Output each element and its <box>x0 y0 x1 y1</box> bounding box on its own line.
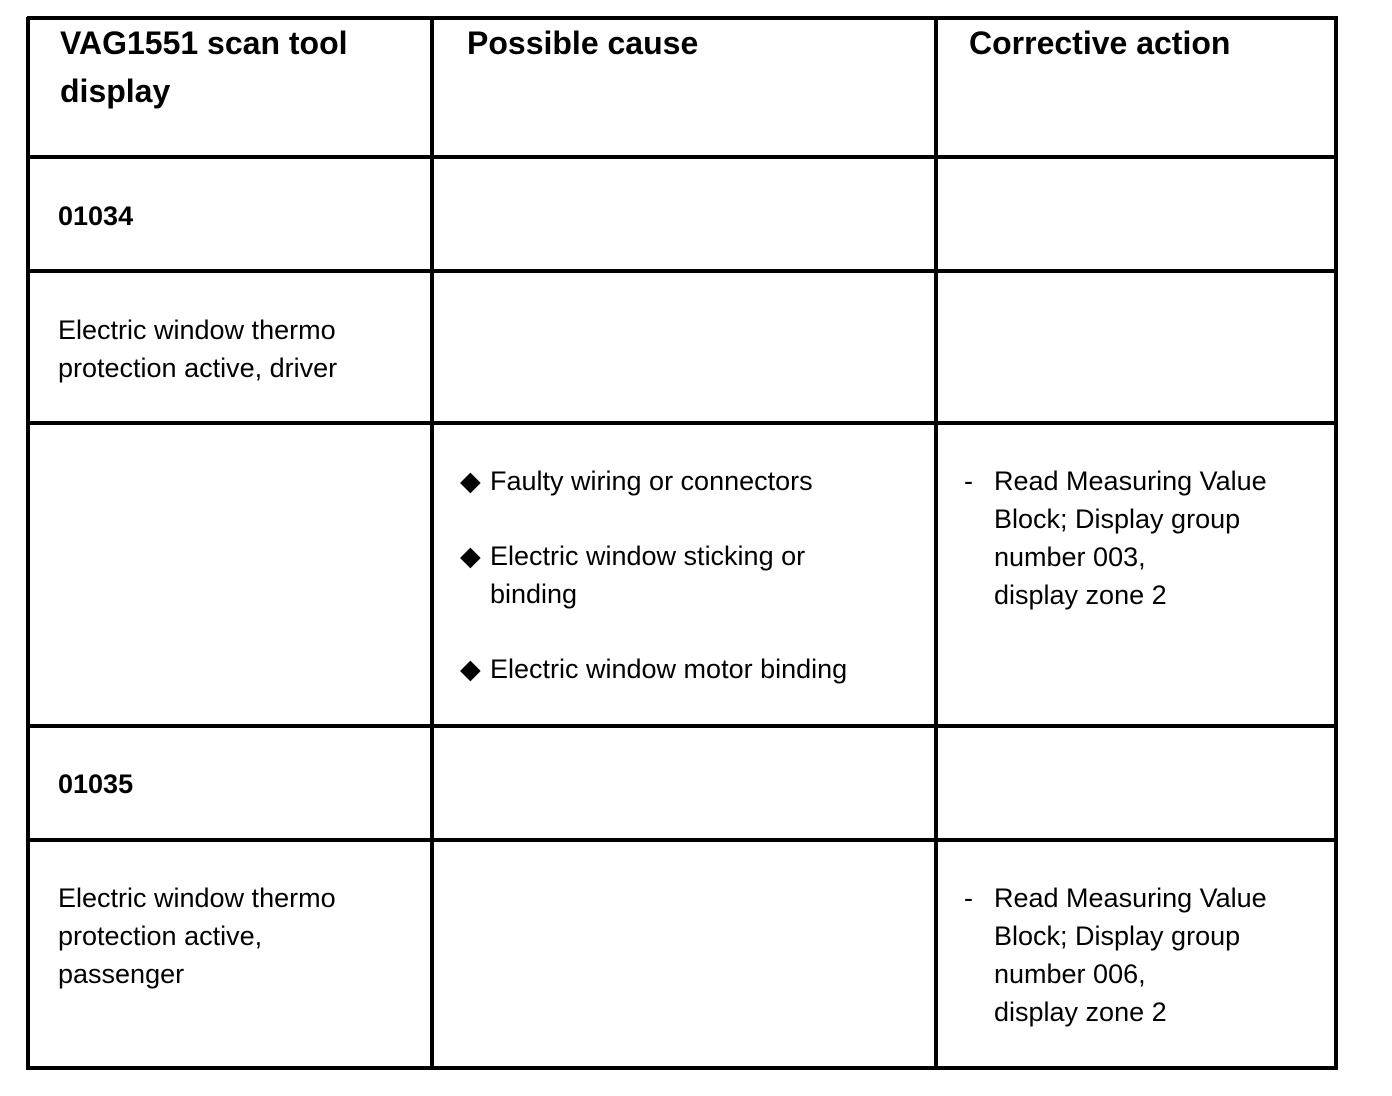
text-line: Faulty wiring or connectors <box>490 466 813 496</box>
header-corrective-action: Corrective action <box>969 25 1231 61</box>
table-border-right <box>1334 17 1338 1070</box>
text-line: display zone 2 <box>994 580 1167 610</box>
corrective-action-text <box>994 879 1267 1031</box>
text-line: protection active, driver <box>58 353 338 383</box>
cause-item <box>460 537 805 613</box>
text-line: binding <box>490 579 578 609</box>
text-line: Electric window thermo <box>58 315 336 345</box>
text-line: Electric window motor binding <box>490 654 848 684</box>
text-line: display zone 2 <box>994 997 1167 1027</box>
fault-code: 01034 <box>58 201 134 231</box>
header-scan-tool-display <box>60 19 348 115</box>
column-divider <box>430 17 434 1070</box>
row-divider <box>27 155 1338 159</box>
text-line: Block; Display group <box>994 504 1241 534</box>
corrective-action-item <box>964 462 973 500</box>
header-possible-cause: Possible cause <box>467 25 699 61</box>
text-line: number 006, <box>994 959 1146 989</box>
corrective-action-item <box>964 879 973 917</box>
cause-item <box>460 462 813 500</box>
row-divider <box>27 724 1338 728</box>
text-line: Read Measuring Value <box>994 466 1267 496</box>
fault-code: 01035 <box>58 769 134 799</box>
header-line: VAG1551 scan tool <box>60 25 348 61</box>
text-line: number 003, <box>994 542 1146 572</box>
text-line: protection active, <box>58 921 263 951</box>
diamond-bullet-icon: ◆ <box>460 466 481 496</box>
row-divider <box>27 838 1338 842</box>
text-line: Block; Display group <box>994 921 1241 951</box>
dash-bullet: - <box>964 466 973 496</box>
header-line: display <box>60 73 171 109</box>
diamond-bullet-icon: ◆ <box>460 541 481 571</box>
row-divider <box>27 269 1338 273</box>
table-border-bottom <box>27 1066 1338 1070</box>
text-line: Electric window thermo <box>58 883 336 913</box>
cause-item <box>460 650 847 688</box>
corrective-action-text <box>994 462 1267 614</box>
text-line: Read Measuring Value <box>994 883 1267 913</box>
table-border-left <box>26 17 30 1070</box>
fault-description <box>58 311 337 387</box>
fault-description <box>58 879 336 993</box>
text-line: passenger <box>58 959 185 989</box>
column-divider <box>934 17 938 1070</box>
dash-bullet: - <box>964 883 973 913</box>
diamond-bullet-icon: ◆ <box>460 654 481 684</box>
row-divider <box>27 421 1338 425</box>
text-line: Electric window sticking or <box>490 541 806 571</box>
